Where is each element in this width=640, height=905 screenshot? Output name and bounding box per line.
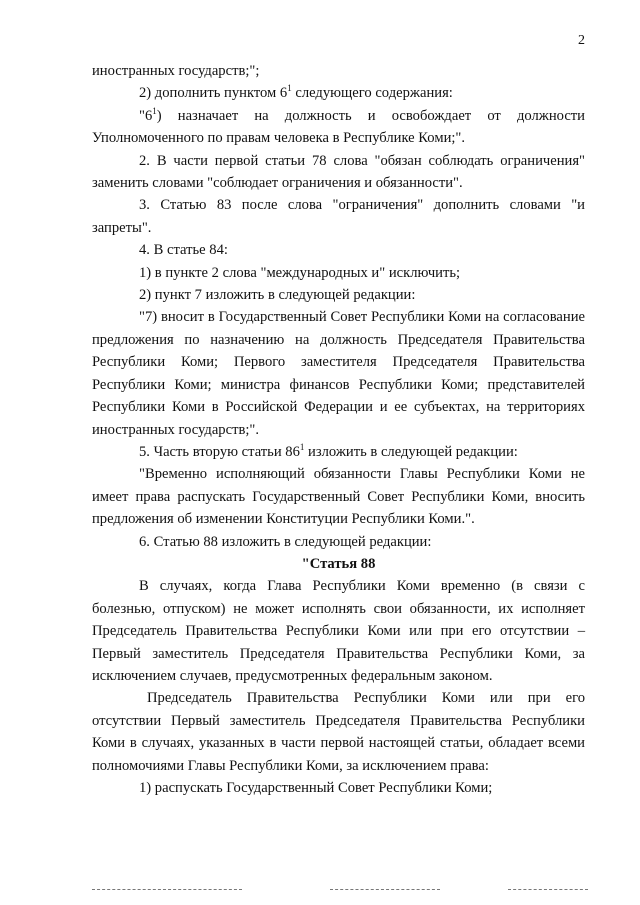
scan-artifact-line <box>508 889 588 890</box>
superscript: 1 <box>152 105 157 116</box>
paragraph-article-84-item-1: 1) в пункте 2 слова "международных и" исключить; <box>139 264 461 281</box>
paragraph-point-7-text: "7) вносит в Государственный Совет Республики Коми на согласование предложения по назначению на должность Председателя Правительства Республики Коми; Первого заместителя Председателя Правительства Республики Коми; министра финансов Республики Коми; представителей Республики Коми в Российской Федерации и ее субъектах, на территориях иностранных государств;". <box>92 309 585 438</box>
page-number: 2 <box>578 33 585 48</box>
paragraph-article-88-part-1: В случаях, когда Глава Республики Коми временно (в связи с болезнью, отпуском) не может исполнять свои обязанности, их исполняет Председатель Правительства Республики Коми или при его отсутствии – Первый заместитель Председателя Правительства Республики Коми, за исключением случаев, предусмотренных федеральным законом. <box>92 578 585 684</box>
superscript: 1 <box>287 83 292 94</box>
paragraph-article-84: 4. В статье 84: <box>139 242 228 259</box>
paragraph-article-88-part-2: Председатель Правительства Республики Коми или при его отсутствии Первый заместитель Председателя Правительства Республики Коми в случаях, указанных в части первой настоящей статьи, обладает всеми полномочиями Главы Республики Коми, за исключением права: <box>92 690 585 774</box>
paragraph-article-86-1: 5. Часть вторую статьи $86^1$ изложить в следующей редакции: <box>139 441 518 460</box>
paragraph-article-83: 3. Статью 83 после слова "ограничения" дополнить словами "и запреты". <box>92 197 585 236</box>
paragraph-article-88: 6. Статью 88 изложить в следующей редакции: <box>139 533 432 550</box>
scan-artifact-line <box>330 889 440 890</box>
scan-artifact-line <box>92 889 242 890</box>
paragraph-acting-head-text: "Временно исполняющий обязанности Главы Республики Коми не имеет права распускать Государственный Совет Республики Коми, вносить предложения об изменении Конституции Республики Коми.". <box>92 466 585 528</box>
paragraph-article-84-item-2: 2) пункт 7 изложить в следующей редакции: <box>139 287 416 304</box>
paragraph-point-6-1-text: "$6^1$) назначает на должность и освобождает от должности Уполномоченного по правам человека в Республике Коми;". <box>92 105 585 147</box>
paragraph-article-78: 2. В части первой статьи 78 слова "обязан соблюдать ограничения" заменить словами "соблюдает ограничения и обязанности". <box>92 152 585 192</box>
document-body <box>92 60 585 799</box>
paragraph-add-point-6-1: 2) дополнить пунктом $6^1$ следующего содержания: <box>139 83 453 102</box>
paragraph-continuation: иностранных государств;"; <box>92 63 260 79</box>
superscript: 1 <box>299 441 305 452</box>
paragraph-article-88-item-1: 1) распускать Государственный Совет Республики Коми; <box>139 780 493 796</box>
article-88-title: "Статья 88 <box>301 555 376 572</box>
